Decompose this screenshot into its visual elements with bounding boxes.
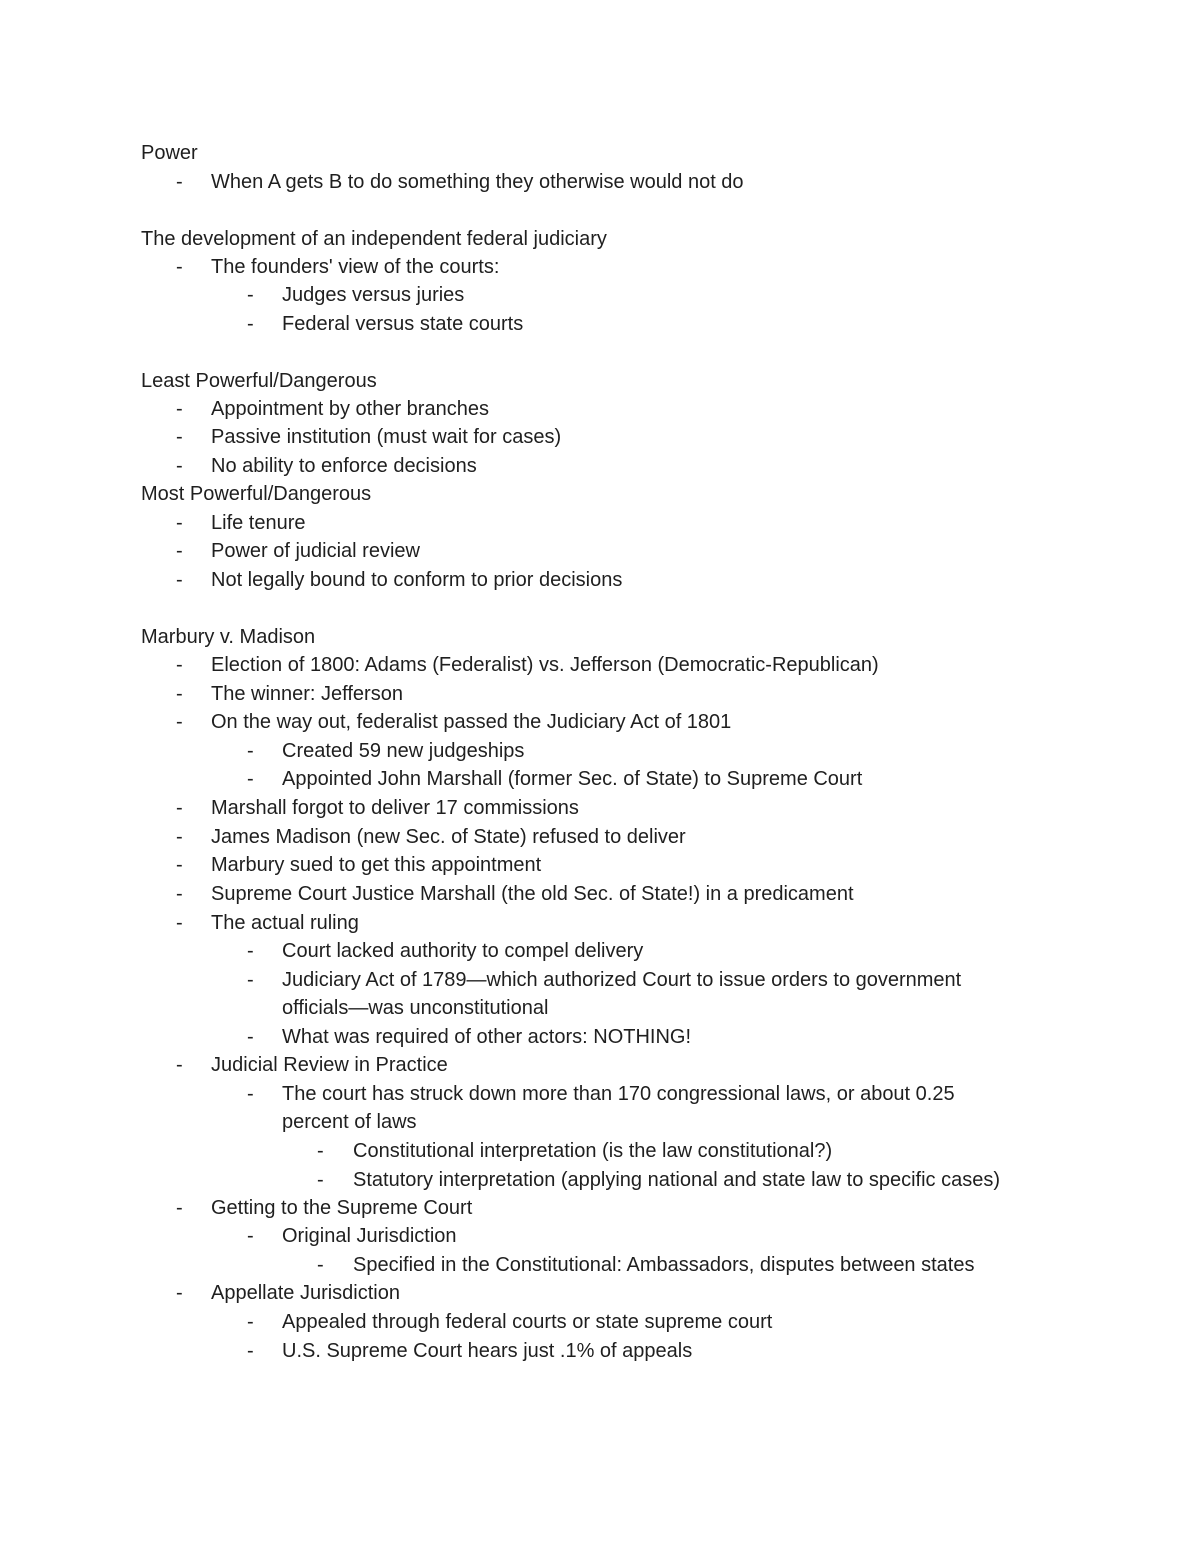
list-item: Passive institution (must wait for cases) (211, 426, 562, 448)
list-bullet-dash: - (247, 1311, 254, 1333)
list-bullet-dash: - (176, 171, 183, 193)
list-item: Judiciary Act of 1789—which authorized Court to issue orders to government (282, 969, 962, 991)
list-item: U.S. Supreme Court hears just .1% of appeals (282, 1340, 693, 1362)
list-item: Election of 1800: Adams (Federalist) vs. Jefferson (Democratic-Republican) (211, 654, 879, 676)
list-item: Created 59 new judgeships (282, 740, 525, 762)
list-item: No ability to enforce decisions (211, 455, 477, 477)
list-bullet-dash: - (176, 1054, 183, 1076)
list-bullet-dash: - (176, 883, 183, 905)
list-bullet-dash: - (176, 1197, 183, 1219)
list-item: What was required of other actors: NOTHING! (282, 1026, 692, 1048)
list-item: Power of judicial review (211, 540, 420, 562)
list-bullet-dash: - (317, 1140, 324, 1162)
list-item: Judges versus juries (282, 284, 465, 306)
section-heading: Most Powerful/Dangerous (141, 483, 372, 505)
list-bullet-dash: - (247, 1225, 254, 1247)
list-bullet-dash: - (247, 940, 254, 962)
list-item: Original Jurisdiction (282, 1225, 457, 1247)
list-item: Statutory interpretation (applying national and state law to specific cases) (353, 1169, 1001, 1191)
list-item: Supreme Court Justice Marshall (the old Sec. of State!) in a predicament (211, 883, 854, 905)
list-item: The winner: Jefferson (211, 683, 403, 705)
list-item: The founders' view of the courts: (211, 256, 500, 278)
list-item: The actual ruling (211, 912, 359, 934)
list-bullet-dash: - (176, 826, 183, 848)
list-bullet-dash: - (247, 768, 254, 790)
list-item: Appointed John Marshall (former Sec. of State) to Supreme Court (282, 768, 863, 790)
list-item: On the way out, federalist passed the Judiciary Act of 1801 (211, 711, 732, 733)
list-bullet-dash: - (176, 398, 183, 420)
list-bullet-dash: - (176, 426, 183, 448)
list-bullet-dash: - (247, 313, 254, 335)
list-bullet-dash: - (176, 256, 183, 278)
list-bullet-dash: - (176, 512, 183, 534)
list-item: Getting to the Supreme Court (211, 1197, 473, 1219)
list-item: Marbury sued to get this appointment (211, 854, 542, 876)
list-item: officials—was unconstitutional (282, 997, 549, 1019)
list-bullet-dash: - (247, 1340, 254, 1362)
list-bullet-dash: - (176, 540, 183, 562)
list-item: Specified in the Constitutional: Ambassadors, disputes between states (353, 1254, 975, 1276)
list-item: Appealed through federal courts or state supreme court (282, 1311, 773, 1333)
list-bullet-dash: - (247, 1083, 254, 1105)
list-item: Judicial Review in Practice (211, 1054, 448, 1076)
list-item: Life tenure (211, 512, 306, 534)
list-item: Not legally bound to conform to prior decisions (211, 569, 623, 591)
section-heading: Power (141, 142, 198, 164)
list-item: Federal versus state courts (282, 313, 524, 335)
list-bullet-dash: - (176, 797, 183, 819)
list-item: The court has struck down more than 170 congressional laws, or about 0.25 (282, 1083, 955, 1105)
list-item: Marshall forgot to deliver 17 commissions (211, 797, 579, 819)
section-heading: The development of an independent federal judiciary (141, 228, 607, 250)
section-heading: Marbury v. Madison (141, 626, 316, 648)
list-bullet-dash: - (176, 854, 183, 876)
list-bullet-dash: - (176, 912, 183, 934)
list-bullet-dash: - (176, 654, 183, 676)
list-bullet-dash: - (176, 1282, 183, 1304)
list-bullet-dash: - (247, 284, 254, 306)
section-heading: Least Powerful/Dangerous (141, 370, 377, 392)
list-bullet-dash: - (247, 1026, 254, 1048)
list-item: When A gets B to do something they otherwise would not do (211, 171, 744, 193)
list-item: percent of laws (282, 1111, 417, 1133)
list-bullet-dash: - (176, 569, 183, 591)
list-item: Court lacked authority to compel delivery (282, 940, 644, 962)
list-item: Constitutional interpretation (is the law constitutional?) (353, 1140, 833, 1162)
list-bullet-dash: - (247, 969, 254, 991)
list-bullet-dash: - (317, 1254, 324, 1276)
list-bullet-dash: - (176, 455, 183, 477)
list-bullet-dash: - (176, 683, 183, 705)
list-bullet-dash: - (176, 711, 183, 733)
list-item: Appellate Jurisdiction (211, 1282, 400, 1304)
list-item: James Madison (new Sec. of State) refused to deliver (211, 826, 686, 848)
list-bullet-dash: - (317, 1169, 324, 1191)
list-item: Appointment by other branches (211, 398, 489, 420)
list-bullet-dash: - (247, 740, 254, 762)
